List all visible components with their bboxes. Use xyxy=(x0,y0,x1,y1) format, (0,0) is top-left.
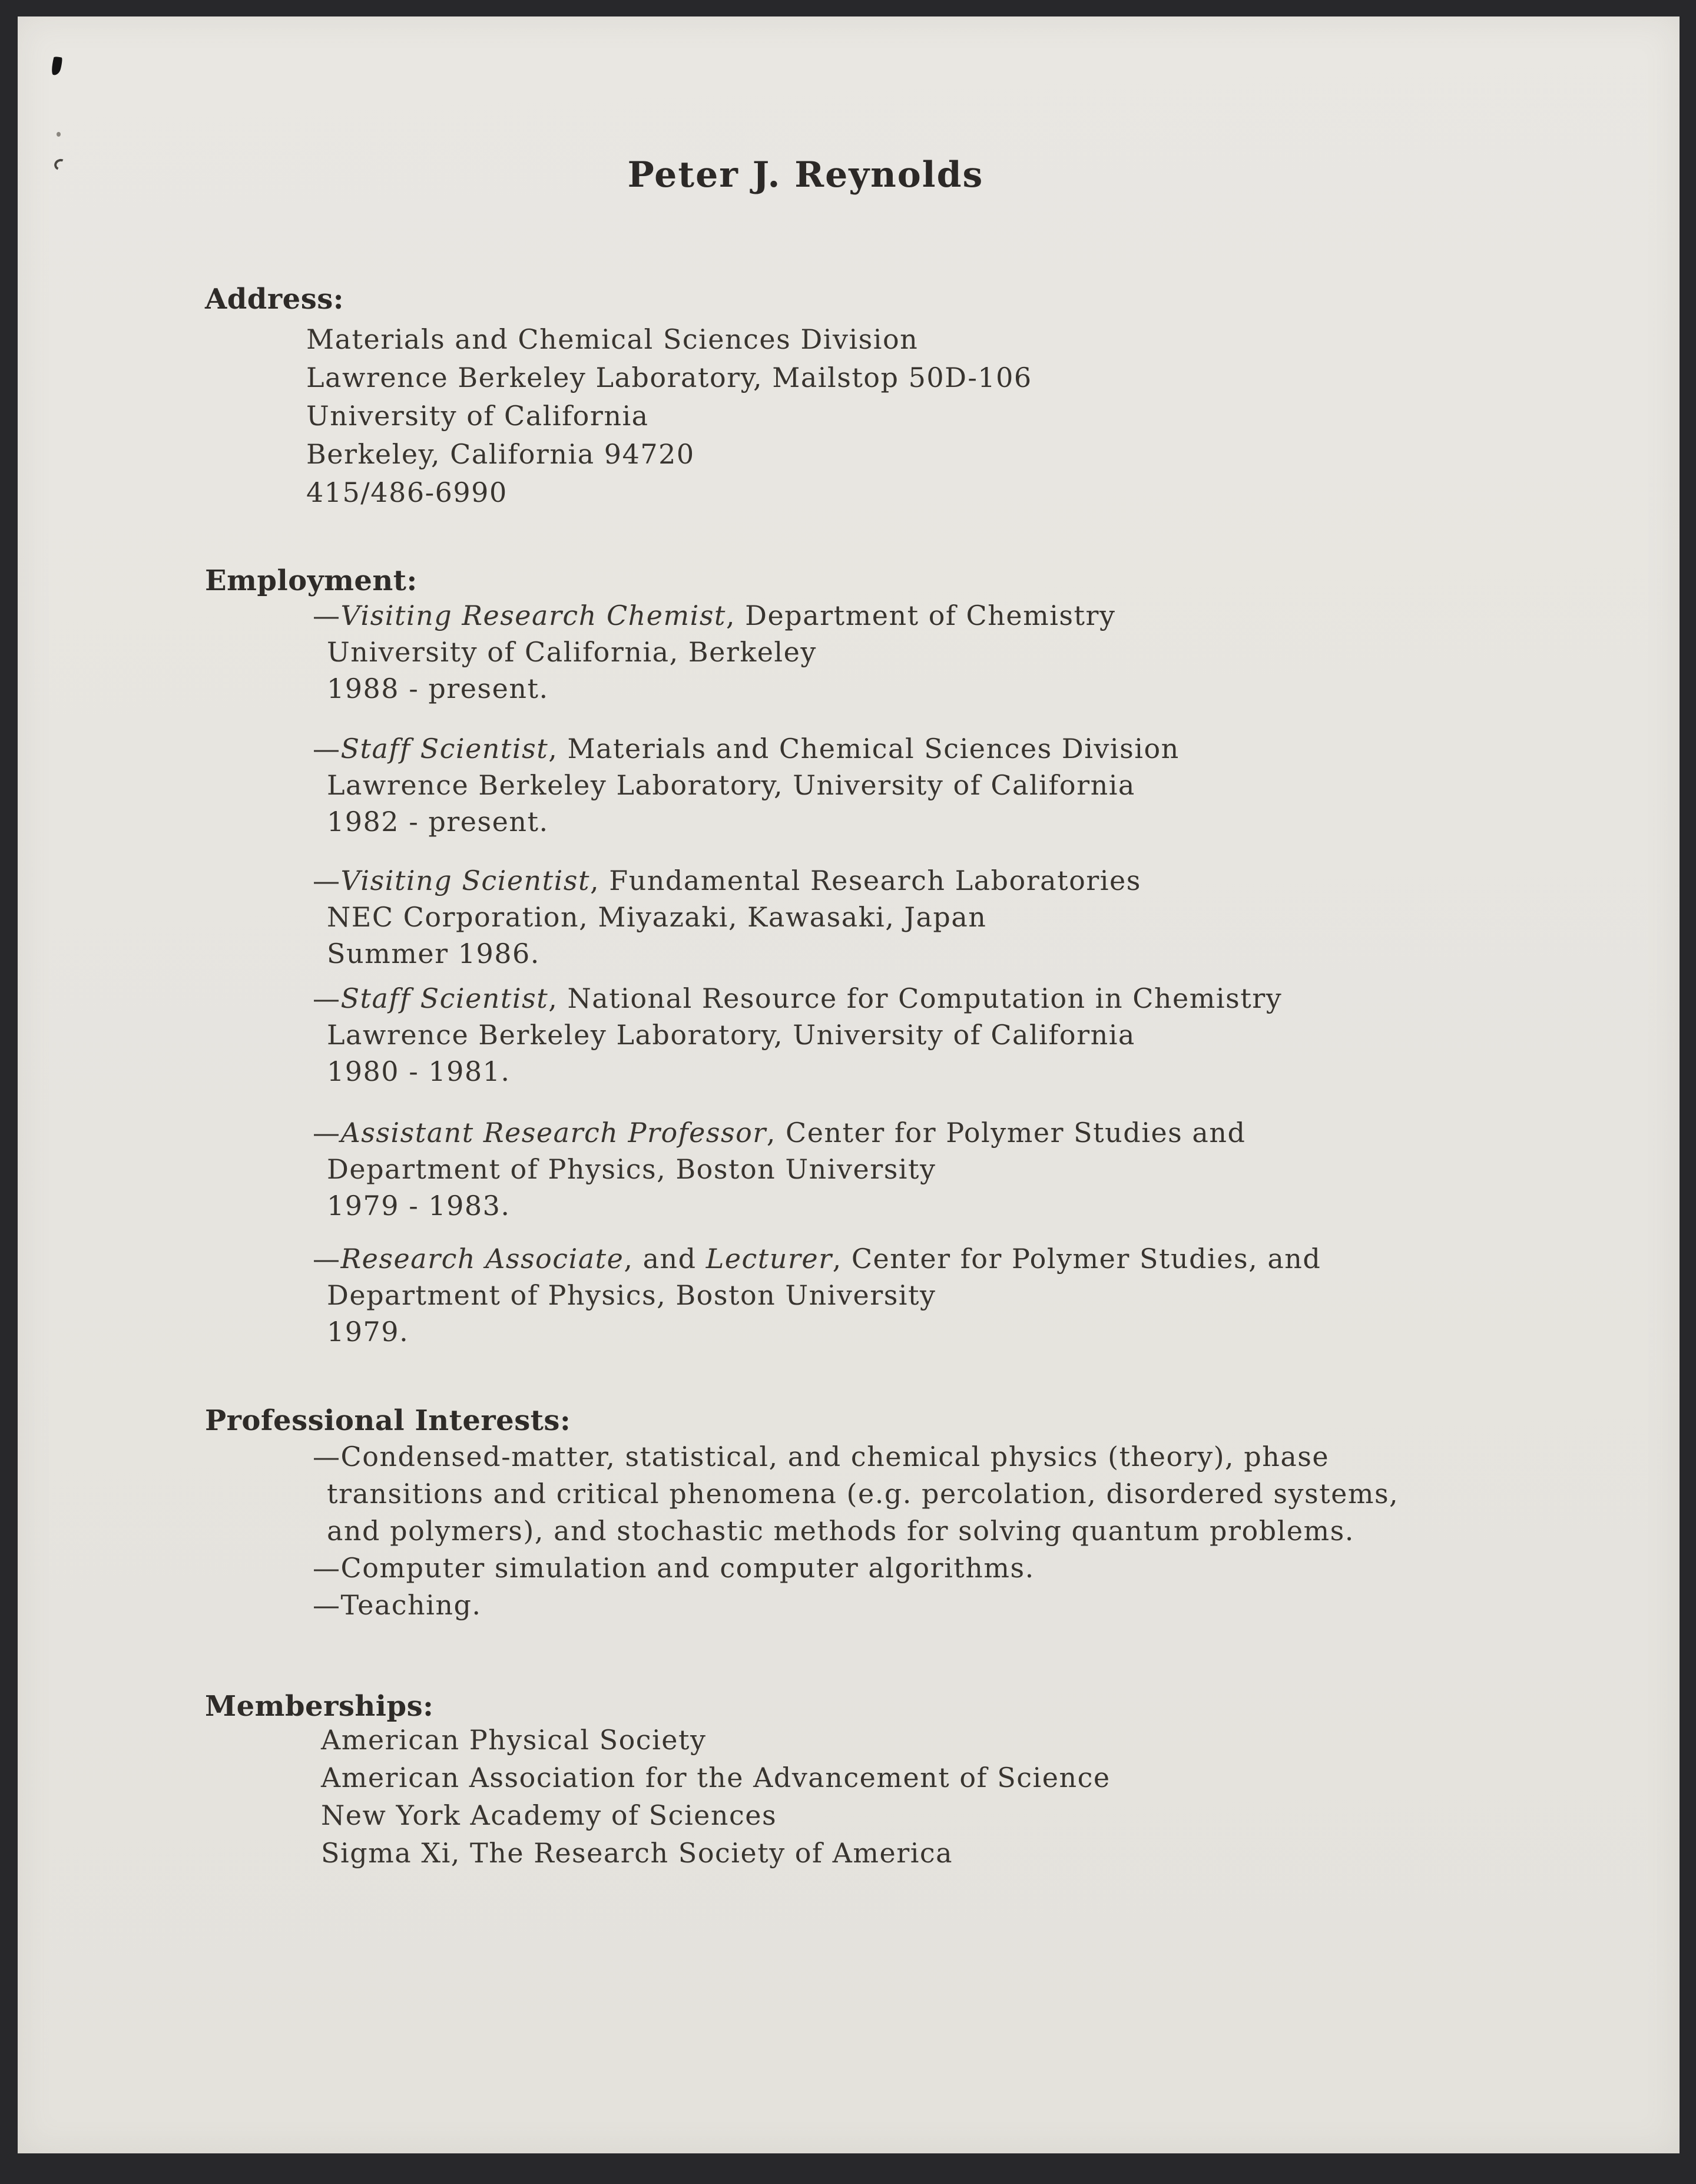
employment-title-line xyxy=(313,597,1115,634)
address-block xyxy=(306,320,1032,512)
job-title: Staff Scientist xyxy=(340,982,549,1014)
phone-number: 415/486-6990 xyxy=(306,476,508,508)
employment-title-line xyxy=(313,980,1282,1017)
job-org: , Materials and Chemical Sciences Division xyxy=(548,733,1180,765)
address-line: University of California xyxy=(306,400,649,432)
job-title-2: Lecturer xyxy=(705,1243,833,1275)
interest-line: transitions and critical phenomena (e.g. percolation, disordered systems, xyxy=(327,1478,1399,1510)
document-page xyxy=(18,16,1680,2153)
employment-title-line xyxy=(313,862,1141,899)
interest-line: and polymers), and stochastic methods for solving quantum problems. xyxy=(327,1515,1354,1547)
memberships-block xyxy=(321,1721,1111,1872)
interests-block xyxy=(313,1438,1399,1624)
employment-dates: Summer 1986. xyxy=(327,938,540,969)
job-title: Staff Scientist xyxy=(340,733,549,765)
page-title: Peter J. Reynolds xyxy=(627,154,984,196)
address-heading: Address: xyxy=(205,283,344,316)
job-org: , Center for Polymer Studies and xyxy=(766,1117,1246,1149)
employment-entry xyxy=(313,597,1115,707)
membership-line: American Physical Society xyxy=(321,1724,707,1756)
interest-line: —Condensed-matter, statistical, and chemical physics (theory), phase xyxy=(313,1441,1330,1472)
employment-line: Department of Physics, Boston University xyxy=(327,1153,936,1185)
employment-dates: 1988 - present. xyxy=(327,673,549,704)
employment-entry xyxy=(313,862,1141,972)
ink-dot-artifact xyxy=(57,132,61,137)
em-dash: — xyxy=(313,1243,341,1275)
job-org: , Center for Polymer Studies, and xyxy=(832,1243,1321,1275)
membership-line: New York Academy of Sciences xyxy=(321,1799,777,1831)
job-title: Research Associate xyxy=(340,1243,624,1275)
memberships-heading: Memberships: xyxy=(205,1690,434,1723)
interest-line: —Teaching. xyxy=(313,1589,482,1621)
employment-dates: 1982 - present. xyxy=(327,806,549,838)
em-dash: — xyxy=(313,865,341,896)
interests-heading: Professional Interests: xyxy=(205,1404,571,1437)
employment-line: Lawrence Berkeley Laboratory, University of California xyxy=(327,1019,1135,1051)
job-title: Visiting Scientist xyxy=(340,865,590,896)
employment-line: Department of Physics, Boston University xyxy=(327,1279,936,1311)
employment-dates: 1980 - 1981. xyxy=(327,1055,511,1087)
job-title: Visiting Research Chemist xyxy=(340,600,726,631)
job-title-join: , and xyxy=(624,1243,706,1275)
em-dash: — xyxy=(313,600,341,631)
job-org: , Fundamental Research Laboratories xyxy=(589,865,1141,896)
address-line: Berkeley, California 94720 xyxy=(306,438,695,470)
address-line: Lawrence Berkeley Laboratory, Mailstop 50D-106 xyxy=(306,362,1032,393)
em-dash: — xyxy=(313,1117,341,1149)
membership-line: Sigma Xi, The Research Society of America xyxy=(321,1837,953,1869)
employment-dates: 1979. xyxy=(327,1316,409,1348)
ink-blob-artifact xyxy=(49,56,63,77)
employment-dates: 1979 - 1983. xyxy=(327,1190,511,1222)
job-org: , National Resource for Computation in Chemistry xyxy=(548,982,1283,1014)
job-title: Assistant Research Professor xyxy=(340,1117,767,1149)
employment-heading: Employment: xyxy=(205,564,418,597)
employment-entry xyxy=(313,1114,1246,1224)
address-line: Materials and Chemical Sciences Division xyxy=(306,323,919,355)
employment-title-line xyxy=(313,1114,1246,1151)
employment-entry xyxy=(313,980,1282,1090)
employment-line: Lawrence Berkeley Laboratory, University of California xyxy=(327,769,1135,801)
employment-title-line xyxy=(313,730,1180,767)
employment-entry xyxy=(313,730,1180,840)
em-dash: — xyxy=(313,982,341,1014)
employment-title-line xyxy=(313,1240,1321,1277)
employment-line: University of California, Berkeley xyxy=(327,636,817,668)
job-org: , Department of Chemistry xyxy=(726,600,1116,631)
interest-line: —Computer simulation and computer algorithms. xyxy=(313,1552,1035,1584)
membership-line: American Association for the Advancement of Science xyxy=(321,1762,1111,1793)
employment-line: NEC Corporation, Miyazaki, Kawasaki, Japan xyxy=(327,901,987,933)
em-dash: — xyxy=(313,733,341,765)
employment-entry xyxy=(313,1240,1321,1350)
